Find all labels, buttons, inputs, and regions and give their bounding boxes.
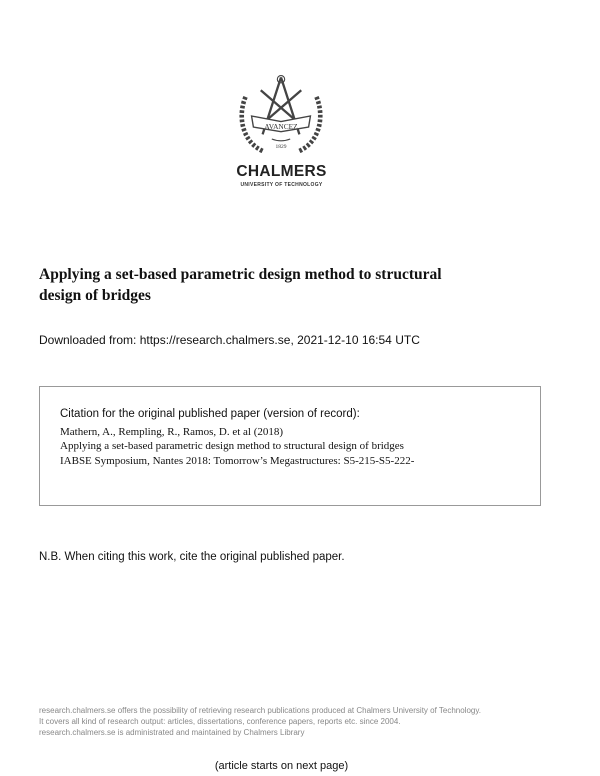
citation-authors: Mathern, A., Rempling, R., Ramos, D. et al (2018)	[60, 426, 284, 438]
citation-title: Applying a set-based parametric design method to structural design of bridges	[60, 440, 404, 452]
paper-title: Applying a set-based parametric design method to structural design of bridges	[39, 266, 442, 304]
next-page-note: (article starts on next page)	[214, 760, 349, 772]
chalmers-wordmark: CHALMERS	[236, 163, 327, 180]
citation-heading: Citation for the original published paper (version of record):	[60, 408, 360, 420]
chalmers-subtitle: UNIVERSITY OF TECHNOLOGY	[240, 182, 323, 188]
footer-line: research.chalmers.se offers the possibility of retrieving research publications produced at Chalmers University of Technology.	[39, 706, 481, 715]
svg-text:1829: 1829	[275, 144, 287, 151]
footer-line: research.chalmers.se is administrated and maintained by Chalmers Library	[39, 728, 305, 737]
citation-note: N.B. When citing this work, cite the original published paper.	[39, 551, 345, 563]
citation-venue: IABSE Symposium, Nantes 2018: Tomorrow’s Megastructures: S5-215-S5-222-	[60, 455, 415, 467]
chalmers-seal-logo	[235, 70, 327, 162]
svg-text:AVANCEZ: AVANCEZ	[264, 121, 298, 131]
footer-line: It covers all kind of research output: articles, dissertations, conference papers, reports etc. since 2004.	[39, 717, 401, 726]
download-info: Downloaded from: https://research.chalmers.se, 2021-12-10 16:54 UTC	[39, 333, 420, 347]
